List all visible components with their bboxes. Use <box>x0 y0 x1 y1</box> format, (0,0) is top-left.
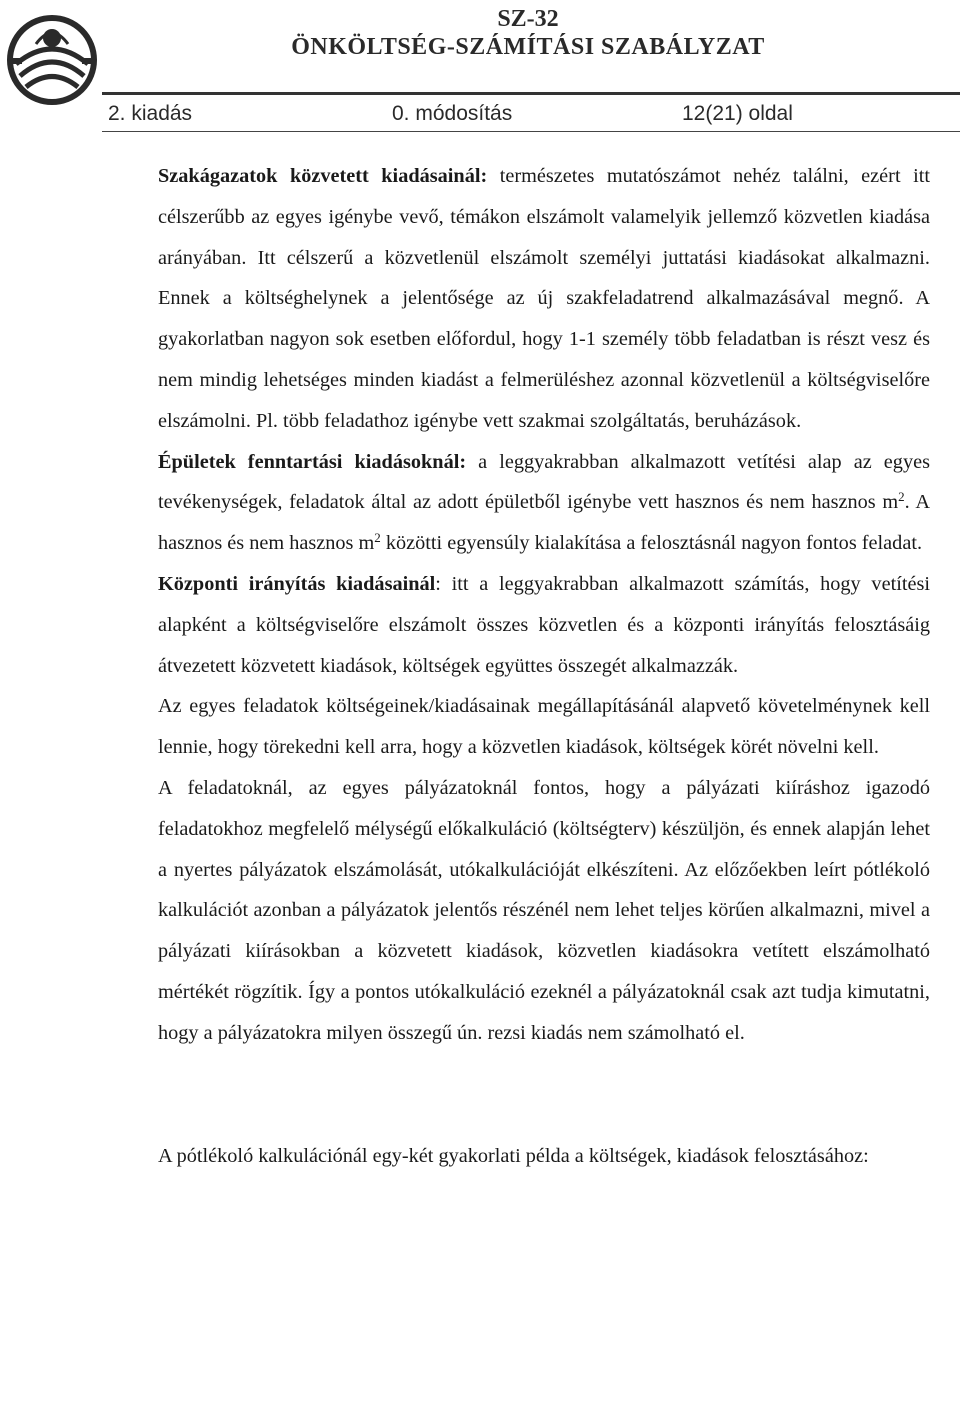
edition-label: 2. kiadás <box>108 102 193 125</box>
page-number: 12(21) oldal <box>682 102 793 125</box>
paragraph-examples-intro: A pótlékoló kalkulációnál egy-két gyakorlati példa a költségek, kiadások felosztásához: <box>158 1144 869 1167</box>
paragraph-heading: Épületek fenntartási kiadásoknál: <box>158 450 467 473</box>
paragraph-heading: Szakágazatok közvetett kiadásainál: <box>158 165 488 187</box>
header-divider-top <box>102 92 960 95</box>
paragraph-central-management <box>158 564 930 686</box>
document-code: SZ-32 <box>497 6 559 32</box>
paragraph-requirements: Az egyes feladatok költségeinek/kiadásainak megállapításánál alapvető követelménynek kell lennie, hogy törekedni kell arra, hogy a közvetlen kiadások, költségek körét növelni kell. <box>158 695 930 759</box>
paragraph-tenders: A feladatoknál, az egyes pályázatoknál fontos, hogy a pályázati kiíráshoz igazodó feladatokhoz megfelelő mélységű előkalkuláció (költségterv) készüljön, és ennek alapján lehet a nyertes pályázatok elszámolását, utókalkulációját elkészíteni. Az előzőekben leírt pótlékoló kalkulációt azonban a pályázatok jelentős részénél nem lehet teljes körűen alkalmazni, mivel a pályázati kiírásokban a közvetett kiadások, közvetlen kiadásokra vetített elszámolható mértékét rögzítik. Így a pontos utókalkuláció ezeknél a pályázatoknál csak azt tudja kimutatni, hogy a pályázatokra milyen összegű ún. rezsi kiadás nem számolható el. <box>158 776 930 1044</box>
paragraph-text: természetes mutatószámot nehéz találni, ezért itt célszerűbb az egyes igénybe vevő, témákon elszámolt valamelyik jellemző közvetlen kiadása arányában. Itt célszerű a közvetlenül elszámolt személyi juttatási kiadásokat alkalmazni. Ennek a költséghelynek a jelentősége az új szakfeladatrend alkalmazásával megnő. A gyakorlatban nagyon sok esetben előfordul, hogy 1-1 személy több feladatban is részt vesz és nem mindig lehetséges minden kiadást a felmerüléshez azonnal közvetlenül a költségviselőre elszámolni. Pl. több feladathoz igénybe vett szakmai szolgáltatás, beruházások. <box>158 165 930 432</box>
paragraph-text: közötti egyensúly kialakítása a felosztásnál nagyon fontos feladat. <box>380 532 923 555</box>
document-header <box>0 0 960 130</box>
paragraph-indirect-costs <box>158 156 930 442</box>
superscript: 2 <box>374 530 381 546</box>
header-divider-bottom <box>102 131 960 132</box>
stylized-emblem-logo-icon <box>6 14 98 106</box>
modification-label: 0. módosítás <box>392 102 513 125</box>
document-title: ÖNKÖLTSÉG-SZÁMÍTÁSI SZABÁLYZAT <box>291 34 765 60</box>
paragraph-gap <box>158 1054 930 1136</box>
paragraph-heading: Központi irányítás kiadásainál <box>158 572 436 595</box>
document-body <box>158 156 930 1176</box>
superscript: 2 <box>898 489 905 505</box>
paragraph-text: : itt a leggyakrabban alkalmazott számítás, hogy vetítési alapként a költségviselőre elszámolt összes közvetlen és a központi irányítás felosztásáig átvezetett közvetett kiadások, költségek együttes összegét alkalmazzák. <box>158 572 930 677</box>
paragraph-building-maintenance <box>158 442 930 564</box>
paragraph-text: . A hasznos és nem hasznos m <box>158 491 930 555</box>
paragraph-text: a leggyakrabban alkalmazott vetítési alap az egyes tevékenységek, feladatok által az adott épületből igénybe vett hasznos és nem hasznos m <box>158 450 930 514</box>
